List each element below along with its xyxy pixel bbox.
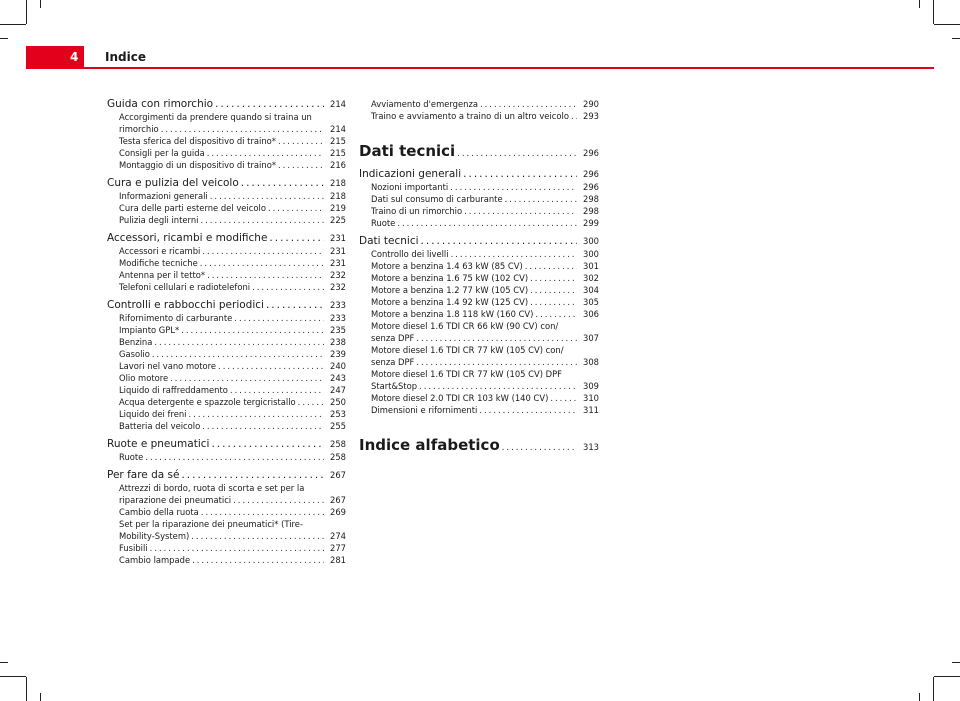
toc-entry-title: Olio motore <box>119 373 169 383</box>
dot-leader <box>449 248 577 260</box>
toc-page-number: 247 <box>330 385 346 395</box>
toc-subentry[interactable] <box>107 257 346 269</box>
toc-subentry[interactable] <box>107 372 346 384</box>
dot-leader <box>232 312 324 324</box>
toc-subentry[interactable] <box>359 404 599 416</box>
dot-leader <box>228 384 324 396</box>
toc-subentry[interactable] <box>359 272 599 284</box>
toc-page-number: 243 <box>330 373 346 383</box>
toc-entry-title: Cura e pulizia del veicolo <box>107 177 239 189</box>
dot-leader <box>528 296 577 308</box>
toc-page-number: 258 <box>330 439 346 449</box>
dot-leader <box>250 281 324 293</box>
toc-entry-title: Rifornimento di carburante <box>119 313 233 323</box>
toc-entry-title: Motore a benzina 1.4 92 kW (125 CV) <box>371 297 529 307</box>
crop-mark <box>0 662 8 663</box>
toc-page-number: 299 <box>583 218 599 228</box>
toc-entry-title: Indice alfabetico <box>359 436 500 454</box>
toc-page-number: 281 <box>330 555 346 565</box>
dot-leader <box>528 272 577 284</box>
crop-mark <box>933 677 934 701</box>
toc-subentry[interactable] <box>359 308 599 320</box>
toc-page-number: 231 <box>330 258 346 268</box>
dot-leader <box>548 392 577 404</box>
toc-page-number: 310 <box>583 393 599 403</box>
toc-subentry[interactable] <box>359 217 599 229</box>
toc-page-number: 215 <box>330 136 346 146</box>
toc-entry-title-line: Set per la riparazione dei pneumatici* (Tire- <box>119 519 303 529</box>
toc-page-number: 304 <box>583 285 599 295</box>
toc-subentry[interactable] <box>107 269 346 281</box>
toc-entry-title: Benzina <box>119 337 153 347</box>
toc-entry-title: Acqua detergente e spazzole tergicristallo <box>119 397 296 407</box>
toc-page-number: 239 <box>330 349 346 359</box>
toc-subentry[interactable] <box>359 181 599 193</box>
toc-page-number: 274 <box>330 531 346 541</box>
crop-mark <box>934 676 960 677</box>
toc-page-number: 255 <box>330 421 346 431</box>
toc-section[interactable] <box>107 299 346 312</box>
toc-entry-title: Ruote e pneumatici <box>107 438 210 450</box>
toc-subentry[interactable] <box>107 324 346 336</box>
toc-page-number: 296 <box>583 148 599 158</box>
toc-entry-title: Telefoni cellulari e radiotelefoni <box>119 282 251 292</box>
toc-subentry[interactable] <box>359 284 599 296</box>
dot-leader <box>276 135 324 147</box>
dot-leader <box>148 542 324 554</box>
toc-page-number: 307 <box>583 333 599 343</box>
toc-column-right <box>359 98 599 462</box>
dot-leader <box>179 324 324 336</box>
toc-subentry[interactable] <box>359 392 599 404</box>
dot-leader <box>462 205 577 217</box>
dot-leader <box>231 494 324 506</box>
dot-leader <box>461 168 577 181</box>
toc-subentry[interactable] <box>107 159 346 171</box>
toc-page-number: 305 <box>583 297 599 307</box>
dot-leader <box>478 98 577 110</box>
toc-subentry[interactable] <box>107 420 346 432</box>
toc-chapter[interactable] <box>359 142 599 162</box>
dot-leader <box>198 214 324 226</box>
toc-entry-title: Traino di un rimorchio <box>371 206 463 216</box>
toc-chapter[interactable] <box>359 436 599 456</box>
toc-entry-title: Nozioni importanti <box>371 182 449 192</box>
dot-leader <box>417 380 577 392</box>
toc-entry-title: Motore a benzina 1.8 118 kW (160 CV) <box>371 309 534 319</box>
dot-leader <box>266 202 324 214</box>
toc-entry-title: Pulizia degli interni <box>119 215 199 225</box>
dot-leader <box>477 404 577 416</box>
toc-subentry[interactable] <box>107 482 346 506</box>
crop-mark <box>0 24 26 25</box>
toc-subentry[interactable] <box>107 396 346 408</box>
toc-page-number: 232 <box>330 270 346 280</box>
toc-entry-title-line: Motore diesel 1.6 TDI CR 77 kW (105 CV) con/ <box>371 345 564 355</box>
toc-entry-title-line: Motore diesel 1.6 TDI CR 77 kW (105 CV) DPF <box>371 369 562 379</box>
crop-mark <box>0 38 8 39</box>
crop-mark <box>26 0 27 24</box>
dot-leader <box>414 332 577 344</box>
toc-page-number: 216 <box>330 160 346 170</box>
dot-leader <box>168 372 324 384</box>
toc-subentry[interactable] <box>107 384 346 396</box>
toc-entry-title: Modifiche tecniche <box>119 258 198 268</box>
dot-leader <box>528 284 577 296</box>
toc-page-number: 231 <box>330 246 346 256</box>
dot-leader <box>208 190 324 202</box>
toc-page-number: 298 <box>583 206 599 216</box>
dot-leader <box>239 177 324 190</box>
page-number: 4 <box>70 50 79 64</box>
toc-page-number: 290 <box>583 99 599 109</box>
toc-page-number: 313 <box>583 442 599 452</box>
toc-entry-title: Liquido dei freni <box>119 409 187 419</box>
toc-subentry[interactable] <box>107 554 346 566</box>
dot-leader <box>159 123 324 135</box>
toc-page-number: 235 <box>330 325 346 335</box>
toc-page-number: 215 <box>330 148 346 158</box>
dot-leader <box>200 245 324 257</box>
toc-subentry[interactable] <box>107 135 346 147</box>
dot-leader <box>209 438 324 451</box>
toc-page-number: 296 <box>583 169 599 179</box>
dot-leader <box>143 451 324 463</box>
toc-entry-title: Accessori e ricambi <box>119 246 201 256</box>
toc-page-number: 267 <box>330 495 346 505</box>
dot-leader <box>414 356 577 368</box>
toc-entry-title: Motore a benzina 1.6 75 kW (102 CV) <box>371 273 529 283</box>
toc-page-number: 311 <box>583 405 599 415</box>
toc-subentry[interactable] <box>359 205 599 217</box>
toc-subentry[interactable] <box>359 344 599 368</box>
toc-page-number: 240 <box>330 361 346 371</box>
toc-subentry[interactable] <box>107 518 346 542</box>
dot-leader <box>205 269 324 281</box>
toc-entry-title: Consigli per la guida <box>119 148 205 158</box>
dot-leader <box>533 308 577 320</box>
toc-entry-title: riparazione dei pneumatici <box>119 495 232 505</box>
dot-leader <box>198 257 324 269</box>
toc-entry-title-line: Motore diesel 1.6 TDI CR 66 kW (90 CV) con/ <box>371 321 559 331</box>
toc-entry-title: Cambio della ruota <box>119 507 199 517</box>
toc-entry-title: Controllo dei livelli <box>371 249 449 259</box>
toc-page-number: 253 <box>330 409 346 419</box>
dot-leader <box>503 193 577 205</box>
crop-mark <box>40 0 41 8</box>
dot-leader <box>569 110 577 122</box>
toc-section[interactable] <box>107 232 346 245</box>
toc-section[interactable] <box>359 235 599 248</box>
toc-entry-title: Per fare da sé <box>107 469 180 481</box>
toc-entry-title: Batteria del veicolo <box>119 421 201 431</box>
toc-page-number: 269 <box>330 507 346 517</box>
dot-leader <box>152 336 324 348</box>
crop-mark <box>919 0 920 8</box>
dot-leader <box>205 147 324 159</box>
toc-page-number: 267 <box>330 470 346 480</box>
dot-leader <box>500 438 577 456</box>
crop-mark <box>933 0 934 24</box>
toc-entry-title: Dimensioni e rifornimenti <box>371 405 478 415</box>
toc-entry-title-line: Accorgimenti da prendere quando si traina un <box>119 112 312 122</box>
toc-page-number: 219 <box>330 203 346 213</box>
dot-leader <box>395 217 577 229</box>
toc-entry-title: Controlli e rabbocchi periodici <box>107 299 264 311</box>
toc-entry-title: Ruote <box>371 218 396 228</box>
toc-page-number: 302 <box>583 273 599 283</box>
dot-leader <box>190 554 324 566</box>
toc-entry-title: Motore a benzina 1.2 77 kW (105 CV) <box>371 285 529 295</box>
toc-page-number: 296 <box>583 182 599 192</box>
dot-leader <box>448 181 577 193</box>
toc-subentry[interactable] <box>359 98 599 110</box>
toc-page-number: 214 <box>330 124 346 134</box>
dot-leader <box>296 396 324 408</box>
crop-mark <box>40 693 41 701</box>
toc-page-number: 250 <box>330 397 346 407</box>
toc-subentry[interactable] <box>107 348 346 360</box>
dot-leader <box>150 348 324 360</box>
toc-subentry[interactable] <box>359 248 599 260</box>
toc-subentry[interactable] <box>359 320 599 344</box>
toc-page-number: 258 <box>330 452 346 462</box>
toc-entry-title: Dati tecnici <box>359 235 419 247</box>
toc-subentry[interactable] <box>107 506 346 518</box>
crop-mark <box>934 24 960 25</box>
dot-leader <box>216 360 324 372</box>
toc-entry-title: Dati sul consumo di carburante <box>371 194 503 204</box>
toc-entry-title: Lavori nel vano motore <box>119 361 217 371</box>
toc-entry-title: senza DPF <box>371 333 415 343</box>
toc-subentry[interactable] <box>107 147 346 159</box>
toc-entry-title-line: Attrezzi di bordo, ruota di scorta e set per la <box>119 483 305 493</box>
toc-entry-title: Mobility-System) <box>119 531 190 541</box>
toc-subentry[interactable] <box>107 111 346 135</box>
toc-entry-title: Fusibili <box>119 543 148 553</box>
toc-entry-title: senza DPF <box>371 357 415 367</box>
toc-entry-title: Informazioni generali <box>119 191 208 201</box>
toc-page-number: 232 <box>330 282 346 292</box>
toc-entry-title: Start&Stop <box>371 381 418 391</box>
toc-subentry[interactable] <box>107 408 346 420</box>
toc-subentry[interactable] <box>359 193 599 205</box>
toc-page-number: 218 <box>330 191 346 201</box>
crop-mark <box>952 662 960 663</box>
toc-entry-title: Accessori, ricambi e modifiche <box>107 232 268 244</box>
toc-page-number: 225 <box>330 215 346 225</box>
toc-section[interactable] <box>107 98 346 111</box>
toc-entry-title: Cura delle parti esterne del veicolo <box>119 203 266 213</box>
toc-entry-title: Motore a benzina 1.4 63 kW (85 CV) <box>371 261 523 271</box>
toc-page-number: 214 <box>330 99 346 109</box>
crop-mark <box>0 676 26 677</box>
toc-entry-title: Traino e avviamento a traino di un altro veicolo <box>371 111 569 121</box>
dot-leader <box>276 159 324 171</box>
dot-leader <box>189 530 324 542</box>
toc-page-number: 300 <box>583 249 599 259</box>
toc-subentry[interactable] <box>359 368 599 392</box>
toc-page-number: 300 <box>583 236 599 246</box>
dot-leader <box>179 469 324 482</box>
dot-leader <box>187 408 325 420</box>
toc-page-number: 218 <box>330 178 346 188</box>
dot-leader <box>419 235 577 248</box>
dot-leader <box>455 144 577 162</box>
toc-entry-title: Avviamento d'emergenza <box>371 99 478 109</box>
toc-entry-title: Indicazioni generali <box>359 168 462 180</box>
toc-entry-title: Montaggio di un dispositivo di traino* <box>119 160 277 170</box>
toc-entry-title: Motore diesel 2.0 TDI CR 103 kW (140 CV) <box>371 393 549 403</box>
crop-mark <box>952 38 960 39</box>
dot-leader <box>523 260 577 272</box>
toc-entry-title: Antenna per il tetto* <box>119 270 206 280</box>
toc-subentry[interactable] <box>107 542 346 554</box>
toc-entry-title: rimorchio <box>119 124 159 134</box>
toc-section[interactable] <box>107 438 346 451</box>
toc-entry-title: Guida con rimorchio <box>107 98 214 110</box>
toc-page-number: 233 <box>330 300 346 310</box>
toc-column-left <box>107 98 346 566</box>
toc-subentry[interactable] <box>359 260 599 272</box>
crop-mark <box>919 693 920 701</box>
toc-section[interactable] <box>107 177 346 190</box>
toc-subentry[interactable] <box>359 296 599 308</box>
toc-subentry[interactable] <box>107 451 346 463</box>
toc-subentry[interactable] <box>107 214 346 226</box>
dot-leader <box>264 299 324 312</box>
toc-page-number: 298 <box>583 194 599 204</box>
toc-subentry[interactable] <box>359 110 599 122</box>
dot-leader <box>213 98 324 111</box>
page-title: Indice <box>105 50 146 64</box>
toc-entry-title: Impianto GPL* <box>119 325 180 335</box>
toc-page-number: 309 <box>583 381 599 391</box>
toc-entry-title: Gasolio <box>119 349 150 359</box>
toc-section[interactable] <box>359 168 599 181</box>
toc-subentry[interactable] <box>107 245 346 257</box>
toc-subentry[interactable] <box>107 312 346 324</box>
header-rule <box>26 67 934 69</box>
toc-section[interactable] <box>107 469 346 482</box>
dot-leader <box>200 420 324 432</box>
toc-page-number: 233 <box>330 313 346 323</box>
toc-page-number: 277 <box>330 543 346 553</box>
toc-page-number: 238 <box>330 337 346 347</box>
toc-entry-title: Liquido di raffreddamento <box>119 385 228 395</box>
toc-subentry[interactable] <box>107 281 346 293</box>
toc-entry-title: Ruote <box>119 452 144 462</box>
toc-page-number: 308 <box>583 357 599 367</box>
crop-mark <box>26 677 27 701</box>
toc-entry-title: Testa sferica del dispositivo di traino* <box>119 136 276 146</box>
dot-leader <box>267 232 324 245</box>
toc-subentry[interactable] <box>107 202 346 214</box>
dot-leader <box>199 506 324 518</box>
toc-page-number: 293 <box>583 111 599 121</box>
toc-page-number: 231 <box>330 233 346 243</box>
toc-page-number: 301 <box>583 261 599 271</box>
toc-entry-title: Cambio lampade <box>119 555 191 565</box>
toc-subentry[interactable] <box>107 336 346 348</box>
toc-entry-title: Dati tecnici <box>359 142 456 160</box>
toc-page-number: 306 <box>583 309 599 319</box>
toc-subentry[interactable] <box>107 190 346 202</box>
toc-subentry[interactable] <box>107 360 346 372</box>
